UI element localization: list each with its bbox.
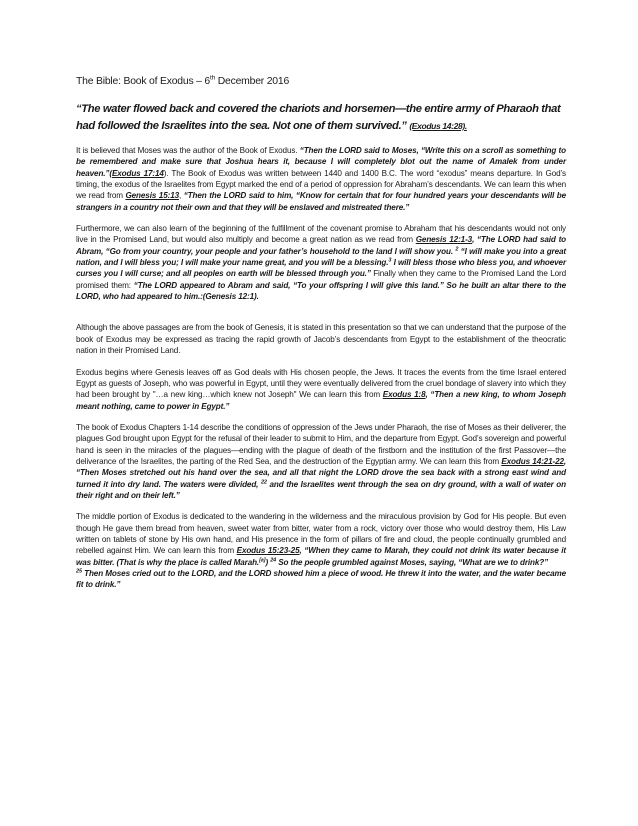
p6-footnote-a: [a] xyxy=(259,556,266,563)
p5-verse-22: 22 xyxy=(260,478,267,485)
p2-scripture-1: , “The LORD had said to Abram, “Go from your country, your people and your father’s household to the land I will show you. xyxy=(76,235,566,256)
paragraph-wilderness xyxy=(76,511,566,590)
p2-scripture-2: “I will make you into a great nation, and I will bless you; I will make your name great, and you will be a blessing. xyxy=(76,246,566,268)
p6-scripture-2: ) xyxy=(265,557,271,567)
p2-reference-genesis-12-1-3: Genesis 12:1-3 xyxy=(415,235,473,245)
p2-verse-3: 3 xyxy=(388,257,392,264)
p4-text-1: Exodus begins where Genesis leaves off as God deals with His chosen people, the Jews. It traces the events from the time Israel entered Egypt as guests of Joseph, who was powerful in Egypt, until they were eventually delivered from the cruel bondage of slavery into which they had been brought by "…a new king…which knew not Joseph" We can learn this from xyxy=(76,367,566,400)
p2-scripture-3: I will bless those who bless you, and whoever curses you I will curse; and all peoples on earth will be blessed through you.” xyxy=(76,258,566,279)
paragraph-chapters-1-14 xyxy=(76,422,566,501)
p1-scripture-1: “Then the LORD said to Moses, “Write this on a scroll as something to be remembered and make sure that Joshua hears it, because I will completely blot out the name of Amalek from under heaven.”( xyxy=(76,146,566,178)
p5-text-1: The book of Exodus Chapters 1-14 describe the conditions of oppression of the Jews under Pharaoh, the rise of Moses as their deliverer, the plagues God brought upon Egypt for the refusal of their leader to submit to Him, and the departure from Egypt. God’s sovereign and powerful hand is seen in the miracles of the plagues—ending with the plague of death of the firstborn and the institution of the first Passover—the deliverance of the Israelites, the parting of the Red Sea, and the destruction of the Egyptian army. We can learn this from xyxy=(76,422,566,466)
p1-text-3: , xyxy=(179,191,184,201)
p4-reference-exodus-1-8: Exodus 1:8 xyxy=(382,390,426,400)
p5-reference-exodus-14-21-22: Exodus 14:21-22 xyxy=(501,456,564,466)
p6-scripture-3: So the people grumbled against Moses, saying, “What are we to drink?” xyxy=(276,557,549,567)
p6-verse-24: 24 xyxy=(270,556,277,563)
document-body xyxy=(76,76,566,601)
p6-verse-25: 25 xyxy=(76,568,82,575)
p2-scripture-4: “The LORD appeared to Abram and said, “To your offspring I will give this land.” So he built an altar there to the LORD, who had appeared to him.:(Genesis 12:1). xyxy=(76,280,567,302)
paragraph-covenant xyxy=(76,223,566,302)
p1-text-1: It is believed that Moses was the author of the Book of Exodus. xyxy=(76,146,300,155)
document-heading xyxy=(76,76,566,87)
p5-scripture-2: and the Israelites went through the sea on dry ground, with a wall of water on their right and on their left.” xyxy=(76,479,566,500)
p5-scripture-1: , “Then Moses stretched out his hand over the sea, and all that night the LORD drove the sea back with a strong east wind and turned it into dry land. The waters were divided, xyxy=(76,456,567,489)
paragraph-authorship xyxy=(76,145,566,213)
p1-reference-exodus-17-14: Exodus 17:14 xyxy=(111,168,164,178)
heading-ordinal: th xyxy=(209,74,216,82)
p6-scripture-4: Then Moses cried out to the LORD, and the LORD showed him a piece of wood. He threw it into the water, and the water became fit to drink.” xyxy=(76,569,566,590)
p6-scripture-1: , “When they came to Marah, they could not drink its water because it was bitter. (That is why the place is called Marah. xyxy=(76,546,566,567)
paragraph-beginning xyxy=(76,367,566,412)
p4-scripture-1: , “Then a new king, to whom Joseph meant nothing, came to power in Egypt.” xyxy=(76,390,566,411)
heading-main: The Bible: Book of Exodus – 6 xyxy=(76,76,210,87)
heading-rest: December 2016 xyxy=(215,76,290,87)
p6-text-1: The middle portion of Exodus is dedicated to the wandering in the wilderness and the miraculous provision by God for His people. But even though He gave them bread from heaven, sweet water from bitter, water from a rock, victory over those who would destroy them, His Law written on tablets of stone by His own hand, and His presence in the form of pillars of fire and cloud, the people continually grumbled and rebelled against Him. We can learn this from xyxy=(76,512,566,556)
p1-text-2: ). The Book of Exodus was written between 1440 and 1400 B.C. The word “exodus” means departure. In God’s timing, the exodus of the Israelites from Egypt marked the end of a period of oppression for Abraham’s descendants. We can learn this when we read from xyxy=(76,168,566,201)
paragraph-purpose: Although the above passages are from the book of Genesis, it is stated in this presentation so that we can understand that the purpose of the book of Exodus may be expressed as tracing the rapid growth of Jacob’s descendants from Egypt to the establishment of the theocratic nation in their Promised Land. xyxy=(76,323,566,356)
p1-reference-genesis-15-13: Genesis 15:13 xyxy=(125,191,179,201)
p6-reference-exodus-15-23-25: Exodus 15:23-25 xyxy=(236,546,300,556)
p2-text-2: Finally when they came to the Promised Land the Lord promised them: xyxy=(76,269,566,290)
quote-reference: (Exodus 14:28). xyxy=(409,121,467,131)
quote-text: “The water flowed back and covered the chariots and horsemen—the entire army of Pharaoh that had followed the Israelites into the sea. Not one of them survived.” xyxy=(76,103,561,132)
opening-quote xyxy=(76,101,566,135)
p2-verse-2: 2 xyxy=(455,246,459,253)
p2-text-1: Furthermore, we can also learn of the beginning of the fulfillment of the covenant promise to Abraham that his descendants would not only live in the Promised Land, but would also multiply and become a great nation as we read from xyxy=(76,224,566,245)
p1-scripture-2: “Then the LORD said to him, “Know for certain that for four hundred years your descendants will be strangers in a country not their own and that they will be enslaved and mistreated there.” xyxy=(76,191,566,212)
